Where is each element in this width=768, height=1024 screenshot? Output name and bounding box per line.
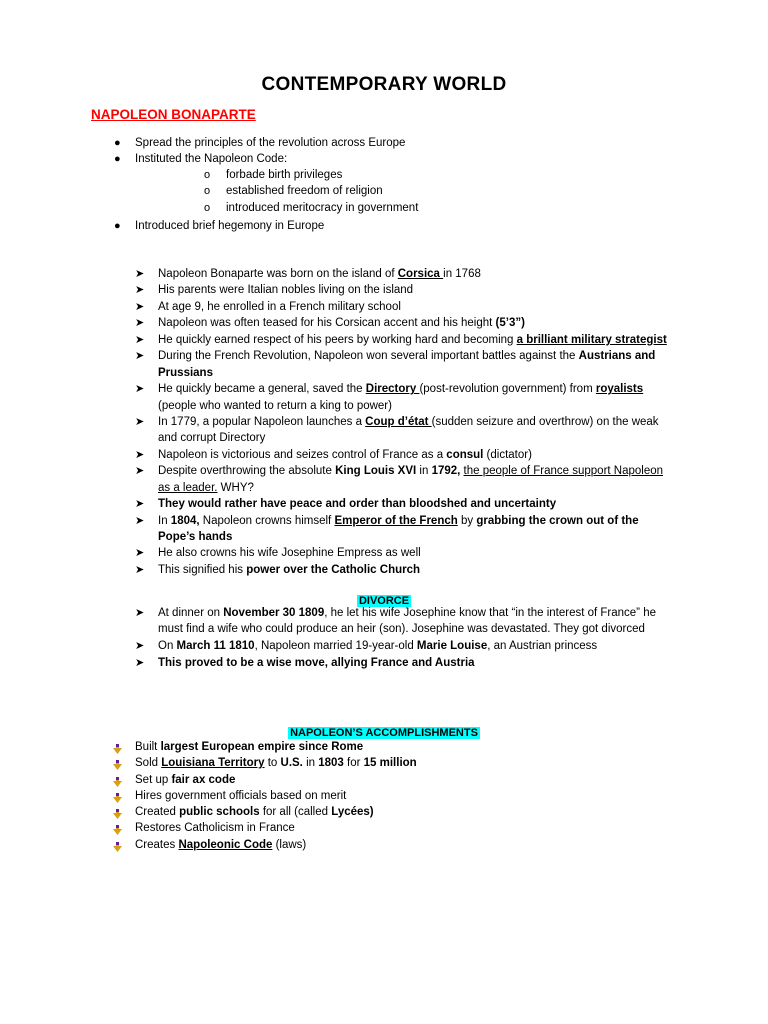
list-item bbox=[135, 299, 678, 315]
list-item bbox=[135, 820, 655, 836]
list-item bbox=[135, 804, 655, 820]
arrow-bullet-icon: ➤ bbox=[135, 317, 145, 330]
list-item bbox=[135, 315, 678, 331]
text-segment: , he let his wife Josephine know that “in the interest of France” he must find a wife who could produce an heir (son). Josephine was devastated. They got divorced bbox=[158, 607, 656, 636]
text-segment: in bbox=[302, 757, 319, 770]
text-segment: , Napoleon married 19-year-old bbox=[254, 640, 417, 653]
text-segment: (sudden seizure and overthrow) on the weak and corrupt Directory bbox=[158, 415, 659, 445]
text-segment: His parents were Italian nobles living on the island bbox=[158, 284, 414, 297]
text-segment: At dinner on bbox=[158, 607, 224, 619]
list-item: o introduced meritocracy in government bbox=[226, 200, 646, 216]
list-item bbox=[135, 282, 678, 298]
text-segment: Napoleon Bonaparte was born on the island of bbox=[158, 268, 398, 280]
text-segment: grabbing the crown out of the Pope’s hands bbox=[158, 514, 639, 543]
text-segment: royalists bbox=[595, 383, 644, 396]
list-item bbox=[135, 463, 678, 496]
intro-bullet-list bbox=[114, 135, 695, 168]
text-segment: Creates bbox=[135, 838, 179, 851]
text-segment: in 1768 bbox=[443, 268, 481, 280]
down-arrow-bullet-icon bbox=[113, 743, 122, 753]
text-segment: Set up bbox=[135, 773, 172, 786]
text-segment: (5’3”) bbox=[495, 317, 525, 330]
text-segment: by bbox=[457, 514, 477, 527]
down-arrow-bullet-icon bbox=[113, 824, 122, 834]
list-item: ● Introduced brief hegemony in Europe bbox=[135, 218, 695, 234]
list-item bbox=[135, 348, 678, 381]
code-sub-list bbox=[204, 167, 646, 216]
text-segment: for all (called bbox=[259, 806, 332, 819]
list-item bbox=[135, 837, 655, 853]
list-item bbox=[135, 496, 678, 512]
arrow-bullet-icon: ➤ bbox=[135, 448, 145, 461]
down-arrow-bullet-icon bbox=[113, 776, 122, 786]
arrow-bullet-icon: ➤ bbox=[135, 607, 145, 619]
bullet-dot-icon: ● bbox=[114, 220, 121, 232]
bullet-dot-icon: ● bbox=[114, 153, 121, 166]
text-segment: At age 9, he enrolled in a French military school bbox=[158, 300, 401, 313]
bullet-circle-icon: o bbox=[204, 185, 211, 198]
arrow-bullet-icon: ➤ bbox=[135, 383, 145, 396]
down-arrow-bullet-icon bbox=[113, 841, 122, 851]
text-segment: In 1779, a popular Napoleon launches a bbox=[158, 415, 366, 428]
arrow-bullet-icon: ➤ bbox=[135, 656, 145, 669]
arrow-bullet-icon: ➤ bbox=[135, 415, 145, 428]
list-item bbox=[135, 739, 655, 755]
text-segment: They would rather have peace and order than bloodshed and uncertainty bbox=[158, 498, 557, 511]
text-segment: largest European empire since Rome bbox=[160, 741, 364, 753]
text-segment: Austrians and Prussians bbox=[158, 350, 656, 379]
list-item bbox=[135, 447, 678, 463]
text-segment: Sold bbox=[135, 757, 162, 770]
text-segment: consul bbox=[446, 448, 484, 461]
text-segment: (people who wanted to return a king to power) bbox=[158, 399, 392, 412]
list-item: o established freedom of religion bbox=[226, 183, 646, 199]
arrow-bullet-icon: ➤ bbox=[135, 284, 145, 297]
text-segment: In bbox=[158, 514, 171, 527]
text-segment: 1792, bbox=[431, 465, 461, 478]
text-segment: the people of France support Napoleon as a leader. bbox=[158, 465, 664, 494]
text-segment: (dictator) bbox=[483, 448, 532, 461]
list-item: o forbade birth privileges bbox=[226, 167, 646, 183]
text-segment: March 11 1810 bbox=[176, 640, 255, 653]
down-arrow-bullet-icon bbox=[113, 808, 122, 818]
arrow-bullet-icon: ➤ bbox=[135, 514, 145, 527]
divorce-heading: DIVORCE bbox=[358, 595, 410, 607]
biography-list bbox=[135, 266, 678, 578]
list-item bbox=[135, 605, 678, 638]
accomplishments-list bbox=[135, 739, 655, 853]
arrow-bullet-icon: ➤ bbox=[135, 300, 145, 313]
text-segment: He also crowns his wife Josephine Empress as well bbox=[158, 547, 421, 560]
text-segment: Marie Louise bbox=[416, 640, 488, 653]
text-segment: WHY? bbox=[217, 481, 254, 494]
text-segment: During the French Revolution, Napoleon won several important battles against the bbox=[158, 350, 579, 363]
text-segment: Napoleonic Code bbox=[178, 838, 273, 851]
text-segment: King Louis XVI bbox=[335, 465, 417, 478]
document-title: CONTEMPORARY WORLD bbox=[261, 74, 507, 95]
text-segment: Corsica bbox=[397, 268, 444, 280]
text-segment: a brilliant military strategist bbox=[516, 333, 667, 346]
list-item bbox=[135, 655, 678, 671]
list-item bbox=[135, 414, 678, 447]
arrow-bullet-icon: ➤ bbox=[135, 640, 145, 653]
arrow-bullet-icon: ➤ bbox=[135, 350, 145, 363]
text-segment: 1803 bbox=[318, 757, 344, 770]
list-item bbox=[135, 545, 678, 561]
text-segment: public schools bbox=[179, 806, 260, 819]
arrow-bullet-icon: ➤ bbox=[135, 333, 145, 346]
text-segment: fair ax code bbox=[171, 773, 236, 786]
list-item bbox=[135, 381, 678, 414]
text-segment: Lycées) bbox=[331, 806, 374, 819]
accomplishments-heading: NAPOLEON’S ACCOMPLISHMENTS bbox=[290, 727, 478, 739]
text-segment: , an Austrian princess bbox=[487, 640, 598, 653]
down-arrow-bullet-icon bbox=[113, 759, 122, 769]
text-segment: Coup d’état bbox=[365, 415, 432, 428]
text-segment: Emperor of the French bbox=[334, 514, 458, 527]
arrow-bullet-icon: ➤ bbox=[135, 547, 145, 560]
arrow-bullet-icon: ➤ bbox=[135, 465, 145, 478]
arrow-bullet-icon: ➤ bbox=[135, 268, 145, 280]
text-segment: Directory bbox=[365, 383, 420, 396]
down-arrow-bullet-icon bbox=[113, 792, 122, 802]
text-segment: Louisiana Territory bbox=[161, 757, 265, 770]
intro-bullet-list-end bbox=[114, 218, 695, 234]
text-segment: Despite overthrowing the absolute bbox=[158, 465, 336, 478]
text-segment: (post-revolution government) from bbox=[419, 383, 596, 396]
text-segment: Restores Catholicism in France bbox=[135, 822, 295, 835]
list-item bbox=[135, 562, 678, 578]
arrow-bullet-icon: ➤ bbox=[135, 498, 145, 511]
text-segment: Built bbox=[135, 741, 161, 753]
bullet-dot-icon: ● bbox=[114, 137, 121, 149]
text-segment: power over the Catholic Church bbox=[246, 563, 421, 576]
text-segment: Created bbox=[135, 806, 180, 819]
text-segment: Napoleon crowns himself bbox=[199, 514, 335, 527]
text-segment: Hires government officials based on merit bbox=[135, 789, 347, 802]
divorce-list bbox=[135, 605, 678, 672]
text-segment: This signified his bbox=[158, 563, 247, 576]
list-item: ● Instituted the Napoleon Code: bbox=[135, 151, 695, 167]
bullet-circle-icon: o bbox=[204, 169, 211, 181]
text-segment: On bbox=[158, 640, 177, 653]
section-heading-napoleon: NAPOLEON BONAPARTE bbox=[91, 107, 256, 122]
list-item bbox=[135, 788, 655, 804]
text-segment: for bbox=[343, 757, 364, 770]
list-item: ● Spread the principles of the revolution across Europe bbox=[135, 135, 695, 151]
text-segment: U.S. bbox=[280, 757, 303, 770]
list-item bbox=[135, 513, 678, 546]
list-item bbox=[135, 266, 678, 282]
text-segment: He quickly became a general, saved the bbox=[158, 383, 366, 396]
text-segment: 1804, bbox=[170, 514, 200, 527]
text-segment: Napoleon is victorious and seizes control of France as a bbox=[158, 448, 447, 461]
text-segment: He quickly earned respect of his peers by working hard and becoming bbox=[158, 333, 517, 346]
text-segment: Napoleon was often teased for his Corsican accent and his height bbox=[158, 317, 496, 330]
text-segment: (laws) bbox=[272, 838, 307, 851]
text-segment: to bbox=[264, 757, 281, 770]
text-segment: November 30 1809 bbox=[223, 607, 325, 619]
text-segment: This proved to be a wise move, allying France and Austria bbox=[158, 656, 475, 669]
list-item bbox=[135, 772, 655, 788]
text-segment: 15 million bbox=[363, 757, 417, 770]
list-item bbox=[135, 638, 678, 654]
list-item bbox=[135, 755, 655, 771]
bullet-circle-icon: o bbox=[204, 201, 211, 214]
list-item bbox=[135, 332, 678, 348]
arrow-bullet-icon: ➤ bbox=[135, 563, 145, 576]
text-segment: in bbox=[416, 465, 432, 478]
